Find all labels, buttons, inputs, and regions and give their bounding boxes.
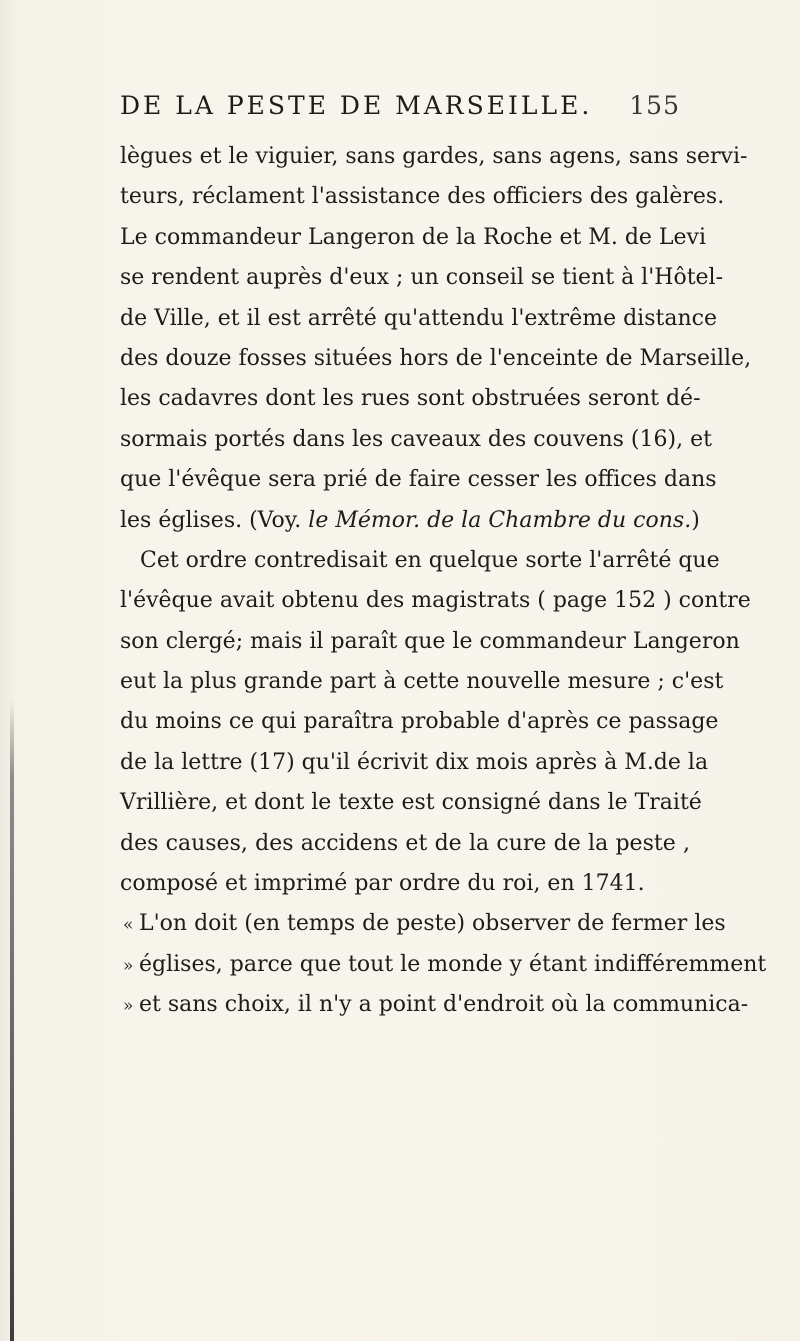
quote-line (120, 985, 749, 1025)
text-line-reference (120, 501, 700, 541)
text-line: de Ville, et il est arrêté qu'attendu l'extrême distance (120, 305, 717, 331)
quote-text: L'on doit (en temps de peste) observer de fermer les (139, 911, 726, 937)
quote-text: et sans choix, il n'y a point d'endroit où la communica- (139, 992, 749, 1018)
text-line: l'évêque avait obtenu des magistrats ( page 152 ) contre (120, 588, 751, 614)
reference-suffix: ) (691, 507, 700, 533)
reference-prefix: les églises. (Voy. (120, 507, 302, 533)
text-line: des douze fosses situées hors de l'enceinte de Marseille, (120, 345, 752, 371)
text-line: Vrillière, et dont le texte est consigné dans le Traité (120, 790, 702, 816)
running-title: DE LA PESTE DE MARSEILLE. (120, 91, 593, 120)
text-line: les cadavres dont les rues sont obstruées seront dé- (120, 386, 701, 412)
quote-line (120, 904, 726, 944)
page-edge-shadow (10, 700, 14, 1341)
quote-mark: « (123, 915, 134, 936)
text-line: sormais portés dans les caveaux des couvens (16), et (120, 426, 712, 452)
reference-title: le Mémor. de la Chambre du cons. (308, 507, 692, 533)
body-text (120, 137, 767, 1026)
text-line: teurs, réclament l'assistance des officiers des galères. (120, 184, 725, 210)
text-line: lègues et le viguier, sans gardes, sans agens, sans servi- (120, 144, 748, 169)
running-head (120, 88, 680, 124)
text-line: du moins ce qui paraîtra probable d'après ce passage (120, 709, 719, 735)
text-line: que l'évêque sera prié de faire cesser les offices dans (120, 467, 717, 493)
text-line: composé et imprimé par ordre du roi, en 1741. (120, 871, 645, 897)
text-line: eut la plus grande part à cette nouvelle mesure ; c'est (120, 669, 724, 695)
quote-mark: » (123, 996, 134, 1017)
quote-text: églises, parce que tout le monde y étant indifféremment (139, 951, 767, 977)
text-line: se rendent auprès d'eux ; un conseil se tient à l'Hôtel- (120, 265, 724, 291)
text-line: Cet ordre contredisait en quelque sorte l'arrêté que (140, 547, 720, 573)
text-line: Le commandeur Langeron de la Roche et M. de Levi (120, 224, 707, 250)
quote-mark: » (123, 955, 134, 976)
text-line: des causes, des accidens et de la cure de la peste , (120, 830, 690, 856)
text-line: de la lettre (17) qu'il écrivit dix mois après à M.de la (120, 749, 709, 775)
text-line: son clergé; mais il paraît que le commandeur Langeron (120, 628, 740, 654)
page-number: 155 (629, 91, 680, 120)
quote-line (120, 945, 767, 985)
